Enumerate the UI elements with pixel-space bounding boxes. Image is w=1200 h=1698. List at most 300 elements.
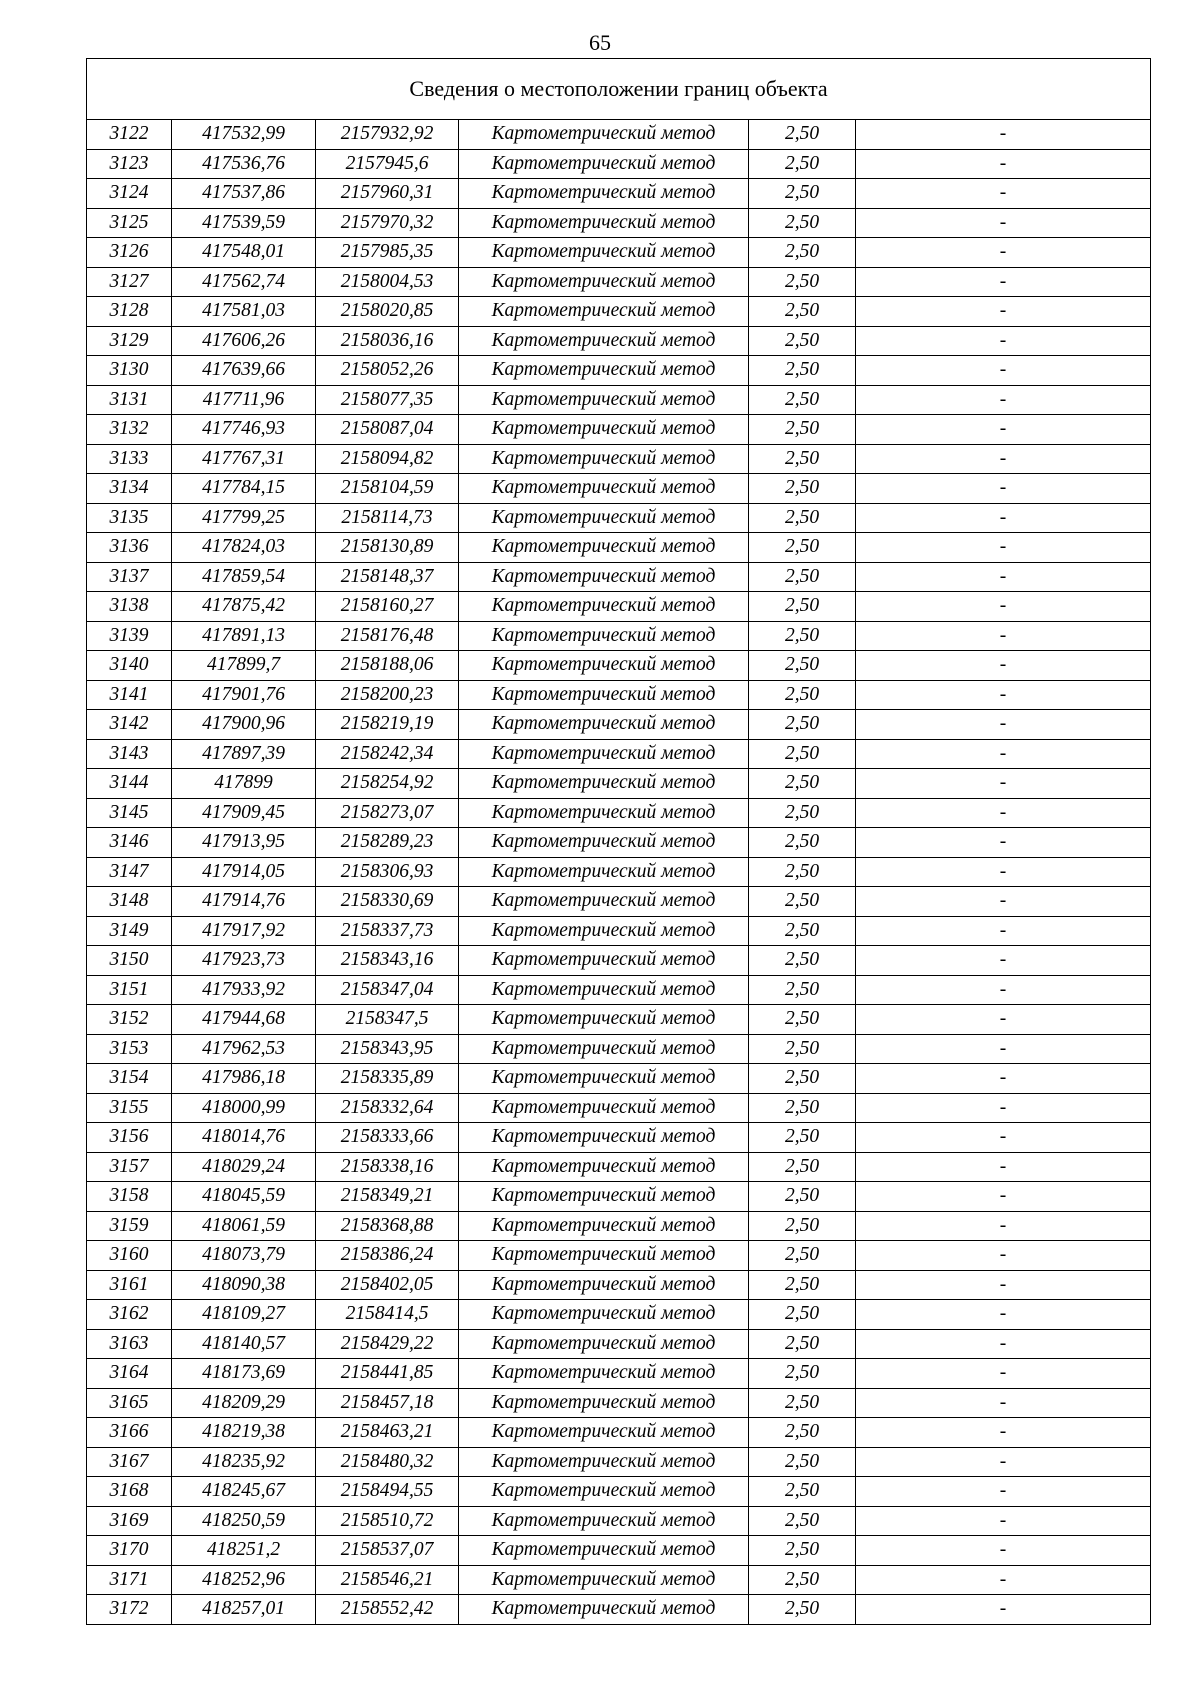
cell-method: Картометрический метод [459,385,749,415]
cell-coord-x: 417859,54 [172,562,316,592]
table-row [87,297,1151,327]
cell-method: Картометрический метод [459,503,749,533]
table-row [87,592,1151,622]
cell-point-number: 3166 [87,1418,172,1448]
cell-description: - [856,946,1151,976]
cell-description: - [856,120,1151,150]
cell-coord-x: 418251,2 [172,1536,316,1566]
cell-coord-x: 417899,7 [172,651,316,681]
table-row [87,769,1151,799]
cell-coord-y: 2158552,42 [316,1595,459,1625]
cell-precision: 2,50 [749,1270,856,1300]
cell-description: - [856,710,1151,740]
cell-description: - [856,179,1151,209]
cell-description: - [856,769,1151,799]
cell-precision: 2,50 [749,651,856,681]
cell-coord-x: 417891,13 [172,621,316,651]
cell-coord-y: 2158546,21 [316,1565,459,1595]
cell-coord-y: 2158114,73 [316,503,459,533]
cell-coord-y: 2158200,23 [316,680,459,710]
cell-point-number: 3141 [87,680,172,710]
cell-method: Картометрический метод [459,592,749,622]
cell-coord-y: 2158335,89 [316,1064,459,1094]
cell-description: - [856,1388,1151,1418]
table-row [87,828,1151,858]
cell-method: Картометрический метод [459,651,749,681]
cell-point-number: 3168 [87,1477,172,1507]
table-row [87,562,1151,592]
cell-precision: 2,50 [749,1211,856,1241]
cell-description: - [856,1093,1151,1123]
cell-point-number: 3146 [87,828,172,858]
cell-coord-x: 418209,29 [172,1388,316,1418]
cell-point-number: 3131 [87,385,172,415]
cell-coord-y: 2158289,23 [316,828,459,858]
table-row [87,798,1151,828]
cell-description: - [856,297,1151,327]
table-row [87,1300,1151,1330]
cell-coord-y: 2158463,21 [316,1418,459,1448]
table-row [87,474,1151,504]
cell-method: Картометрический метод [459,1418,749,1448]
table-row [87,1418,1151,1448]
cell-point-number: 3122 [87,120,172,150]
cell-coord-y: 2158087,04 [316,415,459,445]
cell-point-number: 3160 [87,1241,172,1271]
cell-point-number: 3171 [87,1565,172,1595]
cell-coord-x: 418250,59 [172,1506,316,1536]
table-row [87,739,1151,769]
cell-coord-y: 2158368,88 [316,1211,459,1241]
table-row [87,1447,1151,1477]
cell-method: Картометрический метод [459,562,749,592]
table-row [87,1064,1151,1094]
cell-coord-x: 417944,68 [172,1005,316,1035]
cell-method: Картометрический метод [459,916,749,946]
cell-precision: 2,50 [749,415,856,445]
table-row [87,503,1151,533]
cell-point-number: 3137 [87,562,172,592]
cell-precision: 2,50 [749,1300,856,1330]
cell-precision: 2,50 [749,533,856,563]
table-row [87,1270,1151,1300]
table-title: Сведения о местоположении границ объекта [87,59,1151,120]
cell-coord-y: 2157945,6 [316,149,459,179]
cell-method: Картометрический метод [459,297,749,327]
cell-coord-x: 417767,31 [172,444,316,474]
cell-description: - [856,739,1151,769]
cell-coord-y: 2157985,35 [316,238,459,268]
table-row [87,120,1151,150]
cell-point-number: 3155 [87,1093,172,1123]
cell-description: - [856,267,1151,297]
cell-method: Картометрический метод [459,1388,749,1418]
cell-method: Картометрический метод [459,1329,749,1359]
cell-precision: 2,50 [749,1447,856,1477]
cell-coord-x: 417539,59 [172,208,316,238]
cell-precision: 2,50 [749,267,856,297]
cell-precision: 2,50 [749,208,856,238]
cell-description: - [856,1211,1151,1241]
cell-description: - [856,562,1151,592]
cell-precision: 2,50 [749,1565,856,1595]
cell-coord-x: 418235,92 [172,1447,316,1477]
cell-coord-y: 2158077,35 [316,385,459,415]
cell-description: - [856,533,1151,563]
table-row [87,887,1151,917]
cell-method: Картометрический метод [459,739,749,769]
cell-method: Картометрический метод [459,238,749,268]
cell-precision: 2,50 [749,739,856,769]
cell-precision: 2,50 [749,1241,856,1271]
cell-coord-y: 2158343,16 [316,946,459,976]
cell-point-number: 3148 [87,887,172,917]
cell-description: - [856,503,1151,533]
cell-precision: 2,50 [749,1005,856,1035]
cell-coord-y: 2158160,27 [316,592,459,622]
cell-coord-y: 2158429,22 [316,1329,459,1359]
cell-description: - [856,1034,1151,1064]
cell-point-number: 3143 [87,739,172,769]
cell-description: - [856,1270,1151,1300]
cell-description: - [856,916,1151,946]
cell-description: - [856,1300,1151,1330]
cell-point-number: 3144 [87,769,172,799]
cell-precision: 2,50 [749,297,856,327]
cell-point-number: 3126 [87,238,172,268]
cell-method: Картометрический метод [459,828,749,858]
cell-method: Картометрический метод [459,1595,749,1625]
cell-coord-y: 2158343,95 [316,1034,459,1064]
table-row [87,1034,1151,1064]
cell-precision: 2,50 [749,1123,856,1153]
cell-point-number: 3159 [87,1211,172,1241]
cell-coord-y: 2158104,59 [316,474,459,504]
cell-precision: 2,50 [749,1034,856,1064]
cell-coord-y: 2157932,92 [316,120,459,150]
cell-point-number: 3123 [87,149,172,179]
cell-description: - [856,1064,1151,1094]
table-row [87,680,1151,710]
cell-point-number: 3165 [87,1388,172,1418]
cell-coord-y: 2158333,66 [316,1123,459,1153]
cell-coord-y: 2158337,73 [316,916,459,946]
cell-precision: 2,50 [749,444,856,474]
cell-method: Картометрический метод [459,1565,749,1595]
cell-description: - [856,828,1151,858]
cell-description: - [856,857,1151,887]
cell-precision: 2,50 [749,474,856,504]
cell-coord-y: 2158306,93 [316,857,459,887]
cell-coord-y: 2158402,05 [316,1270,459,1300]
cell-point-number: 3142 [87,710,172,740]
cell-method: Картометрический метод [459,621,749,651]
cell-point-number: 3140 [87,651,172,681]
cell-coord-x: 418257,01 [172,1595,316,1625]
cell-coord-x: 417824,03 [172,533,316,563]
table-row [87,1093,1151,1123]
cell-precision: 2,50 [749,710,856,740]
cell-description: - [856,1595,1151,1625]
cell-description: - [856,474,1151,504]
cell-coord-x: 417581,03 [172,297,316,327]
cell-precision: 2,50 [749,1093,856,1123]
cell-method: Картометрический метод [459,946,749,976]
cell-point-number: 3147 [87,857,172,887]
cell-point-number: 3128 [87,297,172,327]
cell-coord-x: 417962,53 [172,1034,316,1064]
table-row [87,267,1151,297]
cell-description: - [856,238,1151,268]
cell-point-number: 3124 [87,179,172,209]
cell-description: - [856,621,1151,651]
table-row [87,916,1151,946]
cell-coord-y: 2158242,34 [316,739,459,769]
cell-method: Картометрический метод [459,120,749,150]
cell-precision: 2,50 [749,916,856,946]
cell-coord-x: 417899 [172,769,316,799]
cell-precision: 2,50 [749,680,856,710]
cell-coord-y: 2157960,31 [316,179,459,209]
cell-coord-x: 418014,76 [172,1123,316,1153]
cell-point-number: 3132 [87,415,172,445]
cell-precision: 2,50 [749,1359,856,1389]
table-row [87,1536,1151,1566]
cell-coord-x: 417986,18 [172,1064,316,1094]
cell-precision: 2,50 [749,238,856,268]
cell-point-number: 3153 [87,1034,172,1064]
table-row [87,1152,1151,1182]
cell-coord-x: 417875,42 [172,592,316,622]
cell-description: - [856,356,1151,386]
cell-point-number: 3130 [87,356,172,386]
cell-coord-x: 417909,45 [172,798,316,828]
cell-precision: 2,50 [749,1506,856,1536]
table-row [87,533,1151,563]
table-row [87,1182,1151,1212]
cell-point-number: 3162 [87,1300,172,1330]
cell-point-number: 3157 [87,1152,172,1182]
cell-coord-y: 2158036,16 [316,326,459,356]
cell-coord-x: 417711,96 [172,385,316,415]
cell-precision: 2,50 [749,1418,856,1448]
cell-coord-y: 2158537,07 [316,1536,459,1566]
cell-description: - [856,680,1151,710]
cell-coord-y: 2158414,5 [316,1300,459,1330]
cell-precision: 2,50 [749,385,856,415]
cell-coord-x: 417548,01 [172,238,316,268]
cell-precision: 2,50 [749,592,856,622]
cell-method: Картометрический метод [459,356,749,386]
cell-method: Картометрический метод [459,1300,749,1330]
cell-coord-x: 417536,76 [172,149,316,179]
cell-coord-x: 418109,27 [172,1300,316,1330]
cell-precision: 2,50 [749,1477,856,1507]
boundary-table [86,58,1151,1625]
cell-coord-x: 417537,86 [172,179,316,209]
cell-coord-x: 418073,79 [172,1241,316,1271]
cell-point-number: 3138 [87,592,172,622]
cell-coord-y: 2158457,18 [316,1388,459,1418]
cell-coord-x: 417933,92 [172,975,316,1005]
table-title-row [87,59,1151,120]
cell-coord-x: 418245,67 [172,1477,316,1507]
cell-description: - [856,444,1151,474]
cell-coord-x: 418090,38 [172,1270,316,1300]
table-row [87,415,1151,445]
cell-precision: 2,50 [749,356,856,386]
cell-description: - [856,1329,1151,1359]
cell-method: Картометрический метод [459,326,749,356]
cell-point-number: 3163 [87,1329,172,1359]
cell-point-number: 3156 [87,1123,172,1153]
cell-method: Картометрический метод [459,1506,749,1536]
cell-precision: 2,50 [749,1536,856,1566]
cell-point-number: 3134 [87,474,172,504]
cell-point-number: 3151 [87,975,172,1005]
cell-precision: 2,50 [749,769,856,799]
table-row [87,356,1151,386]
cell-precision: 2,50 [749,975,856,1005]
table-row [87,1211,1151,1241]
cell-method: Картометрический метод [459,1123,749,1153]
cell-precision: 2,50 [749,887,856,917]
cell-method: Картометрический метод [459,267,749,297]
cell-precision: 2,50 [749,179,856,209]
cell-coord-y: 2158480,32 [316,1447,459,1477]
cell-coord-y: 2158004,53 [316,267,459,297]
cell-description: - [856,1152,1151,1182]
cell-point-number: 3127 [87,267,172,297]
cell-precision: 2,50 [749,149,856,179]
cell-method: Картометрический метод [459,680,749,710]
cell-coord-y: 2157970,32 [316,208,459,238]
cell-coord-x: 417532,99 [172,120,316,150]
cell-coord-y: 2158347,04 [316,975,459,1005]
cell-method: Картометрический метод [459,444,749,474]
table-row [87,710,1151,740]
table-row [87,1005,1151,1035]
cell-description: - [856,385,1151,415]
cell-method: Картометрический метод [459,1034,749,1064]
cell-description: - [856,1123,1151,1153]
cell-point-number: 3172 [87,1595,172,1625]
cell-method: Картометрический метод [459,887,749,917]
cell-point-number: 3139 [87,621,172,651]
cell-method: Картометрический метод [459,1152,749,1182]
cell-point-number: 3145 [87,798,172,828]
cell-description: - [856,798,1151,828]
cell-coord-x: 418252,96 [172,1565,316,1595]
cell-method: Картометрический метод [459,533,749,563]
cell-coord-x: 418000,99 [172,1093,316,1123]
cell-coord-x: 417784,15 [172,474,316,504]
cell-precision: 2,50 [749,1388,856,1418]
cell-coord-x: 418219,38 [172,1418,316,1448]
table-row [87,385,1151,415]
cell-coord-x: 418029,24 [172,1152,316,1182]
cell-point-number: 3152 [87,1005,172,1035]
cell-method: Картометрический метод [459,1241,749,1271]
cell-coord-y: 2158386,24 [316,1241,459,1271]
cell-description: - [856,326,1151,356]
table-row [87,1241,1151,1271]
cell-description: - [856,149,1151,179]
cell-description: - [856,1506,1151,1536]
cell-coord-y: 2158330,69 [316,887,459,917]
cell-description: - [856,415,1151,445]
cell-method: Картометрический метод [459,1359,749,1389]
cell-point-number: 3169 [87,1506,172,1536]
table-row [87,1123,1151,1153]
cell-method: Картометрический метод [459,1477,749,1507]
cell-method: Картометрический метод [459,208,749,238]
cell-point-number: 3125 [87,208,172,238]
cell-point-number: 3129 [87,326,172,356]
cell-coord-x: 417914,76 [172,887,316,917]
cell-description: - [856,1418,1151,1448]
table-row [87,1506,1151,1536]
cell-coord-x: 417897,39 [172,739,316,769]
cell-point-number: 3170 [87,1536,172,1566]
table-row [87,1477,1151,1507]
cell-description: - [856,887,1151,917]
cell-description: - [856,592,1151,622]
cell-coord-y: 2158148,37 [316,562,459,592]
cell-point-number: 3161 [87,1270,172,1300]
cell-precision: 2,50 [749,562,856,592]
cell-method: Картометрический метод [459,857,749,887]
cell-point-number: 3149 [87,916,172,946]
cell-coord-x: 418140,57 [172,1329,316,1359]
cell-coord-y: 2158349,21 [316,1182,459,1212]
table-row [87,238,1151,268]
cell-method: Картометрический метод [459,474,749,504]
cell-precision: 2,50 [749,828,856,858]
cell-precision: 2,50 [749,1595,856,1625]
cell-point-number: 3158 [87,1182,172,1212]
cell-description: - [856,208,1151,238]
cell-method: Картометрический метод [459,1270,749,1300]
cell-method: Картометрический метод [459,1182,749,1212]
cell-coord-x: 417917,92 [172,916,316,946]
cell-coord-x: 417914,05 [172,857,316,887]
cell-coord-y: 2158347,5 [316,1005,459,1035]
cell-point-number: 3135 [87,503,172,533]
cell-precision: 2,50 [749,1152,856,1182]
cell-point-number: 3164 [87,1359,172,1389]
cell-coord-x: 417901,76 [172,680,316,710]
cell-precision: 2,50 [749,857,856,887]
cell-method: Картометрический метод [459,710,749,740]
cell-method: Картометрический метод [459,1093,749,1123]
page-number: 65 [589,30,611,55]
cell-description: - [856,1447,1151,1477]
cell-precision: 2,50 [749,621,856,651]
cell-point-number: 3150 [87,946,172,976]
cell-coord-x: 417562,74 [172,267,316,297]
cell-description: - [856,1005,1151,1035]
cell-coord-y: 2158176,48 [316,621,459,651]
cell-method: Картометрический метод [459,1536,749,1566]
cell-method: Картометрический метод [459,769,749,799]
table-row [87,946,1151,976]
table-row [87,621,1151,651]
table-row [87,326,1151,356]
cell-method: Картометрический метод [459,149,749,179]
table-row [87,975,1151,1005]
cell-coord-y: 2158094,82 [316,444,459,474]
